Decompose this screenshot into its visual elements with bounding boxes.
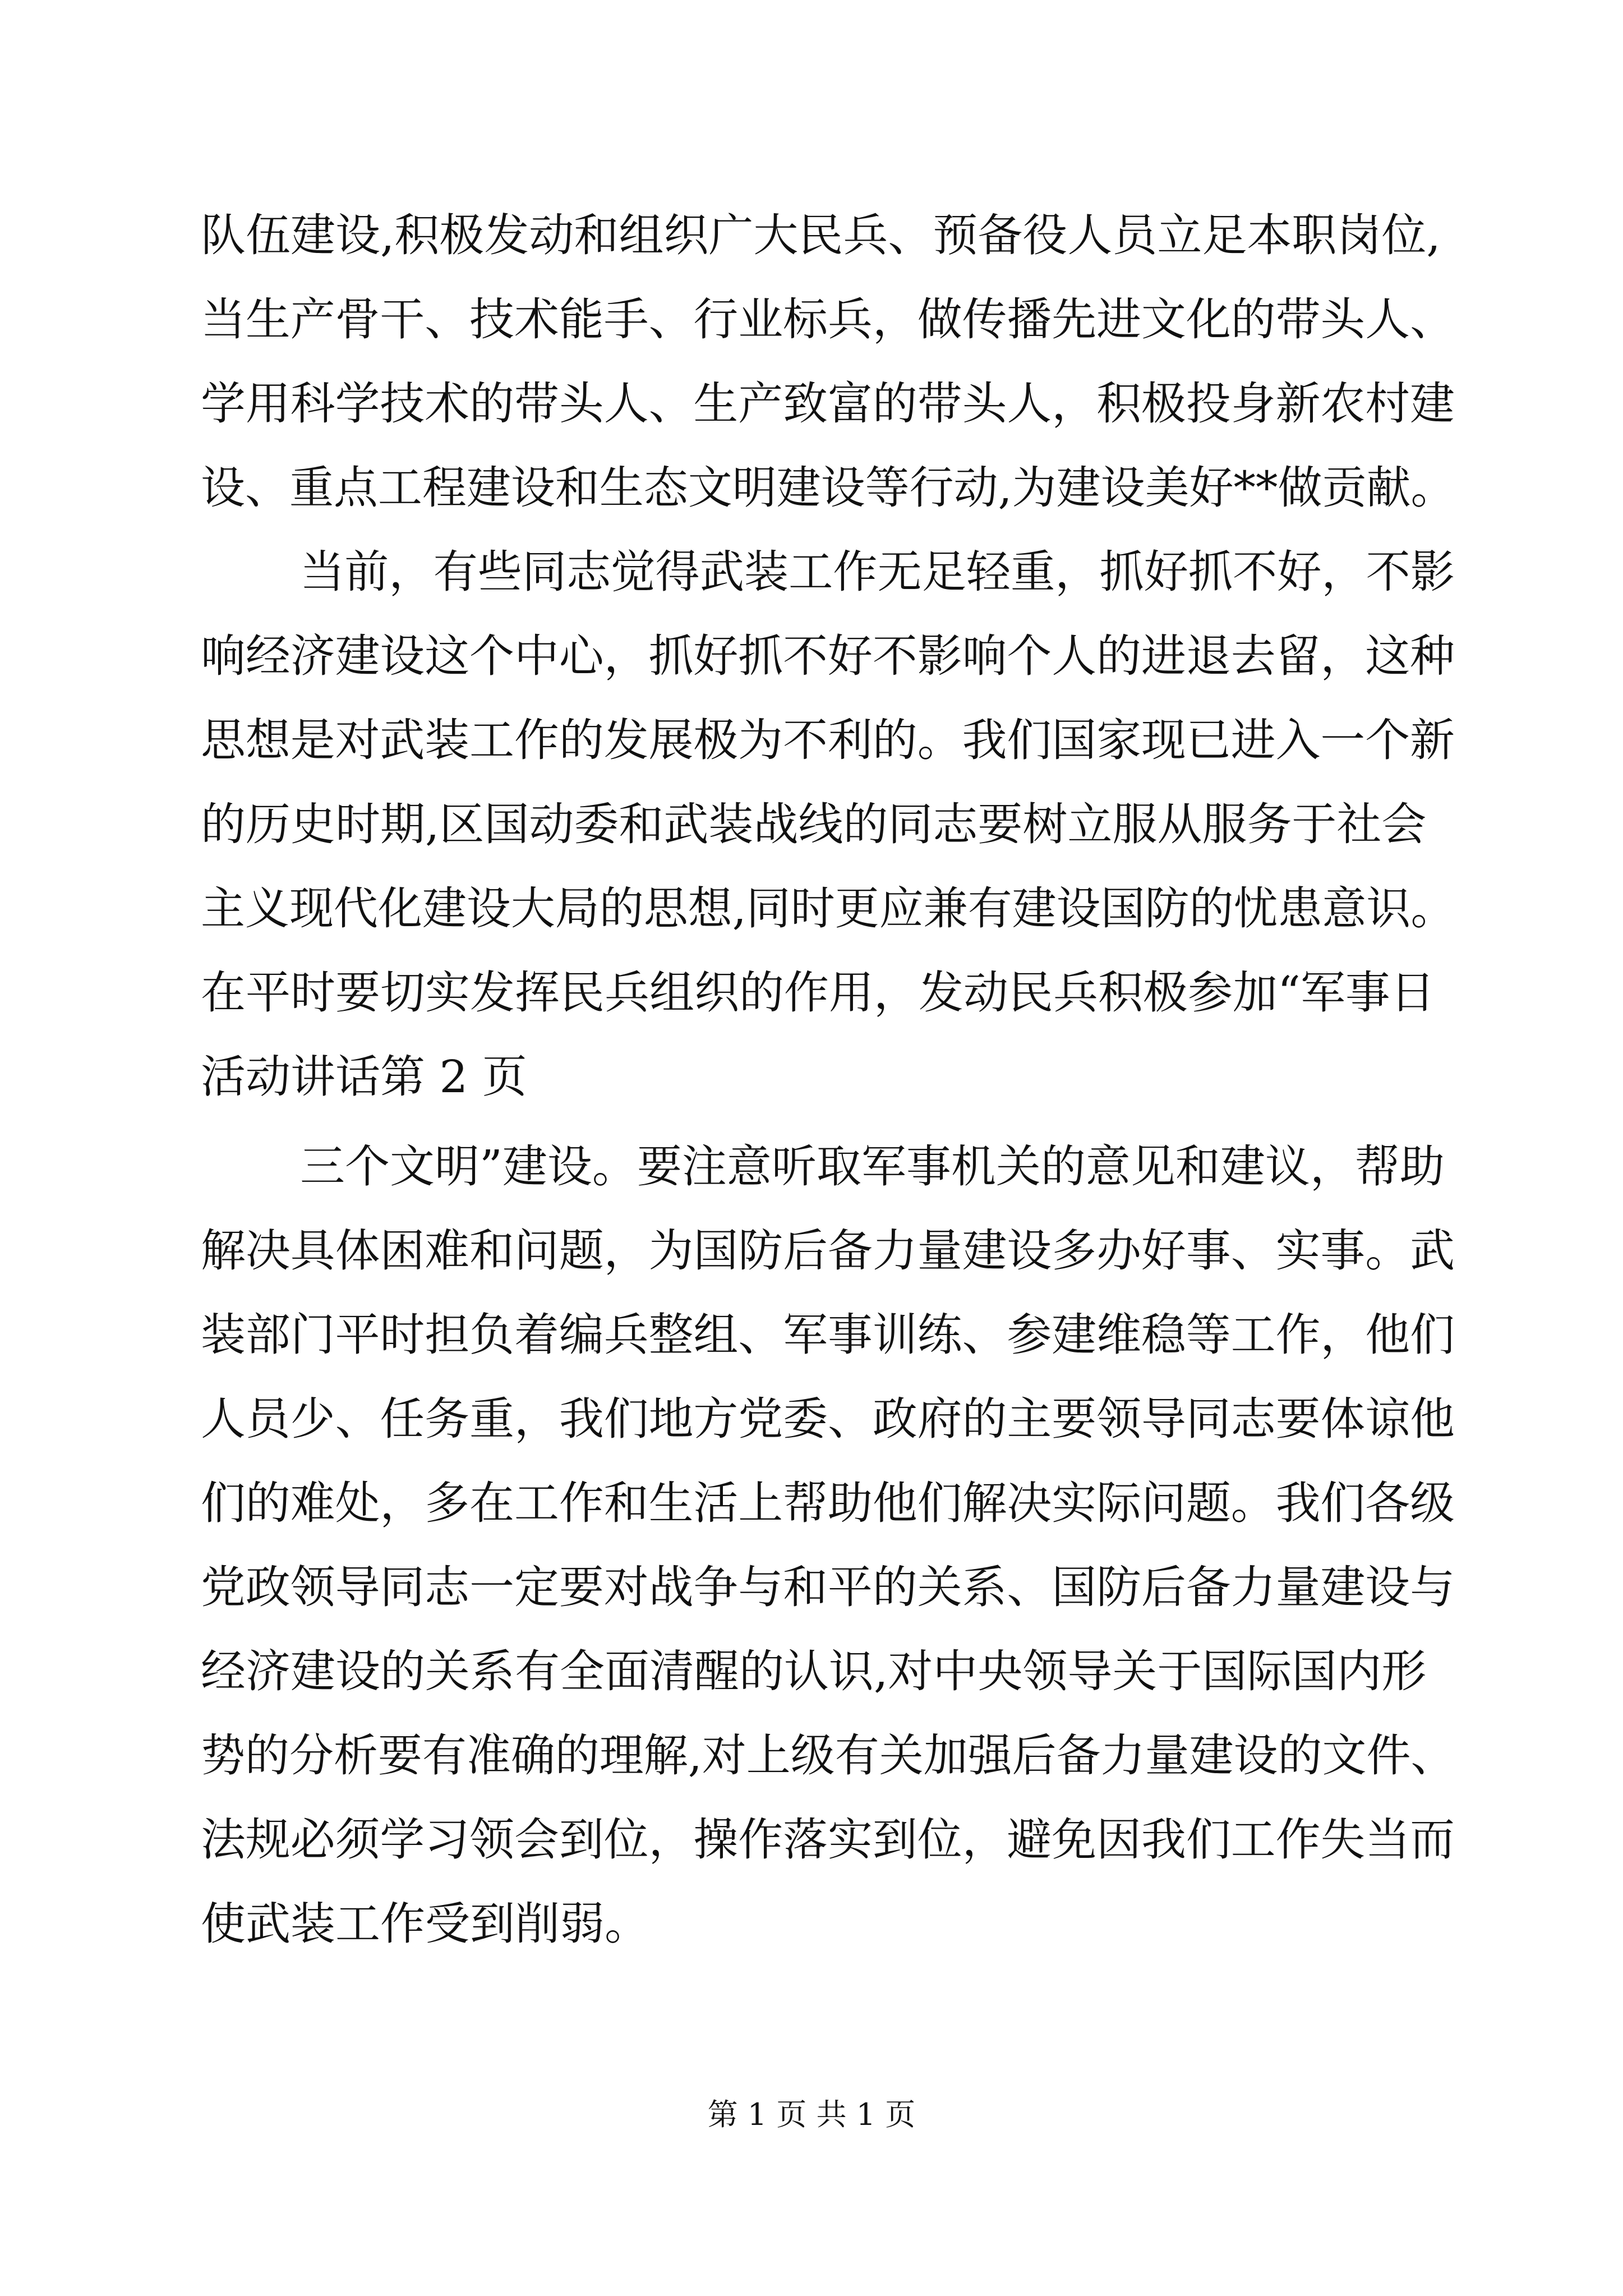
text-line: 解决具体困难和问题，为国防后备力量建设多办好事、实事。武: [201, 1225, 1455, 1277]
text-line: 队伍建设,积极发动和组织广大民兵、预备役人员立足本职岗位,: [201, 209, 1441, 261]
text-line: 在平时要切实发挥民兵组织的作用，发动民兵积极参加“军事日: [201, 967, 1435, 1019]
text-line: 当前，有些同志觉得武装工作无足轻重，抓好抓不好，不影: [300, 546, 1455, 598]
text-line: 经济建设的关系有全面清醒的认识,对中央领导关于国际国内形: [201, 1645, 1427, 1697]
text-line: 党政领导同志一定要对战争与和平的关系、国防后备力量建设与: [201, 1561, 1455, 1613]
text-line: 响经济建设这个中心，抓好抓不好不影响个人的进退去留，这种: [201, 630, 1455, 682]
text-line: 人员少、任务重，我们地方党委、政府的主要领导同志要体谅他: [201, 1393, 1455, 1445]
text-line: 学用科学技术的带头人、生产致富的带头人，积极投身新农村建: [201, 378, 1455, 430]
text-line: 使武装工作受到削弱。: [201, 1898, 649, 1950]
text-line: 思想是对武装工作的发展极为不利的。我们国家现已进入一个新: [201, 714, 1455, 766]
text-line: 法规必须学习领会到位，操作落实到位，避免因我们工作失当而: [201, 1814, 1455, 1866]
text-line: 势的分析要有准确的理解,对上级有关加强后备力量建设的文件、: [201, 1729, 1455, 1782]
text-line: 装部门平时担负着编兵整组、军事训练、参建维稳等工作，他们: [201, 1309, 1455, 1361]
text-line: 三个文明”建设。要注意听取军事机关的意见和建议，帮助: [300, 1140, 1445, 1193]
text-line: 的历史时期,区国动委和武装战线的同志要树立服从服务于社会: [201, 798, 1427, 850]
text-line: 当生产骨干、技术能手、行业标兵，做传播先进文化的带头人、: [201, 293, 1455, 346]
page-footer: 第 1 页 共 1 页: [707, 2097, 916, 2132]
text-line: 们的难处，多在工作和生活上帮助他们解决实际问题。我们各级: [201, 1477, 1455, 1529]
text-line: 设、重点工程建设和生态文明建设等行动,为建设美好**做贡献。: [201, 462, 1455, 514]
text-line: 活动讲话第 2 页: [201, 1051, 527, 1103]
text-line: 主义现代化建设大局的思想,同时更应兼有建设国防的忧患意识。: [201, 882, 1455, 935]
